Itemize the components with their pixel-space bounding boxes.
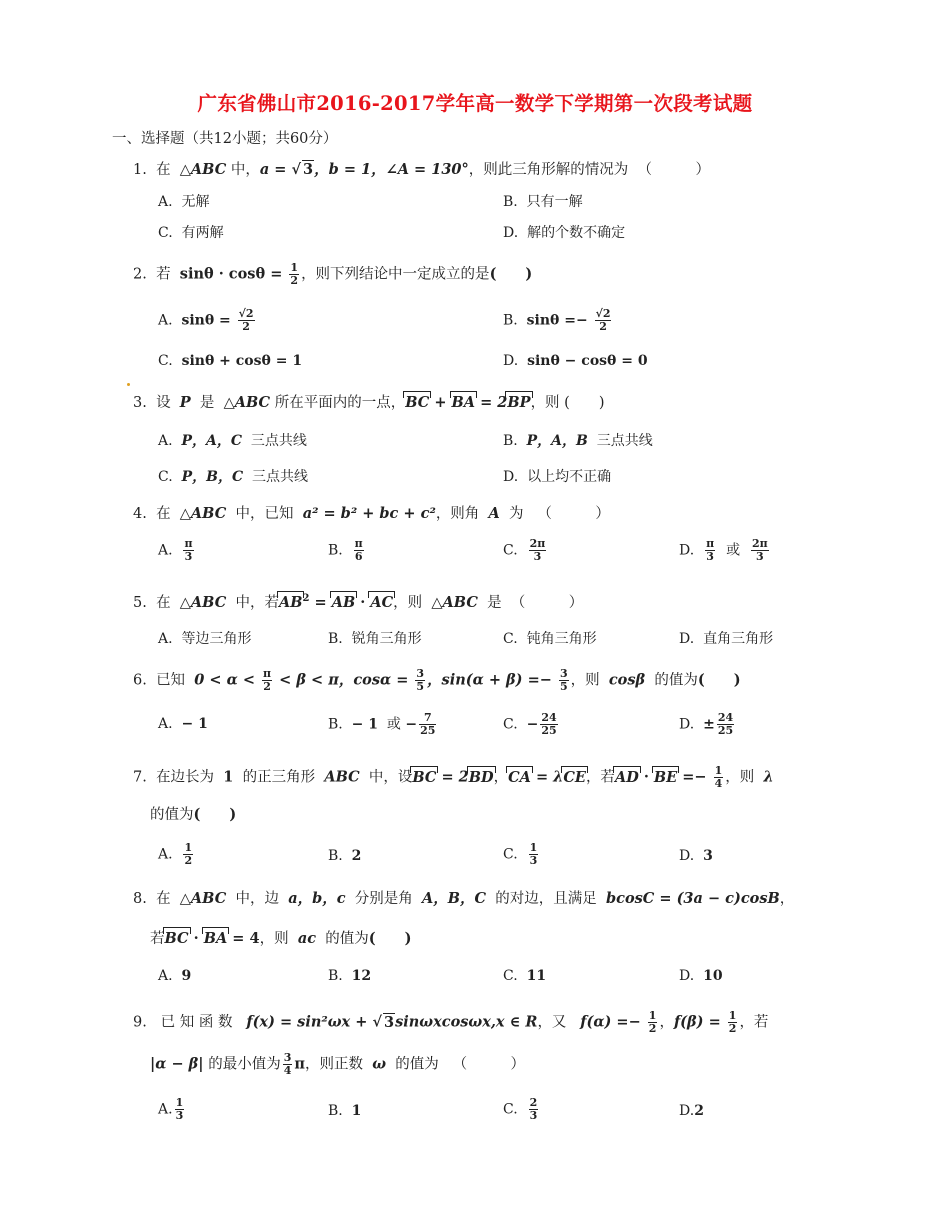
q9-option-c[interactable]: C. $\frac{2}{3}$	[503, 1096, 538, 1123]
q8-option-d[interactable]: D. 10	[679, 968, 723, 984]
q4-option-b[interactable]: B. $\frac{\pi}{6}$	[328, 537, 363, 564]
q8-option-b[interactable]: B. 12	[328, 968, 372, 984]
question-4: 4. 在 △ABC 中，已知 a² = b² + bc + c²，则角 A 为 （ ）	[133, 505, 610, 522]
q2-option-c[interactable]: C. sinθ + cosθ = 1	[158, 353, 303, 369]
q8-option-c[interactable]: C. 11	[503, 968, 547, 984]
q6-option-c[interactable]: C. − $\frac{24}{25}$	[503, 711, 557, 738]
question-6: 6. 已知 0 < α < $\frac{\pi}{2}$ < β < π，cosα = $\frac{3}{5}$ ，sin(α + β) =− $\frac{3}{5}$ ，则 cosβ 的值为( )	[133, 667, 741, 694]
q2-option-a[interactable]: A. sinθ = $\frac{√2}{2}$	[158, 307, 254, 334]
q6-option-b[interactable]: B. − 1 或 − $\frac{7}{25}$	[328, 711, 436, 738]
q2-option-d[interactable]: D. sinθ − cosθ = 0	[503, 353, 648, 369]
q9-option-b[interactable]: B. 1	[328, 1103, 362, 1119]
question-3: 3. 设 P 是 △ABC 所在平面内的一点，BC + BA = 2BP ，则 ( )	[133, 394, 605, 412]
q8-option-a[interactable]: A. 9	[158, 968, 192, 984]
q3-option-c[interactable]: C. P，B，C 三点共线	[158, 469, 308, 485]
q4-option-a[interactable]: A. $\frac{\pi}{3}$	[158, 537, 193, 564]
q6-option-d[interactable]: D. ± $\frac{24}{25}$	[679, 711, 734, 738]
q7-option-c[interactable]: C. $\frac{1}{3}$	[503, 841, 538, 868]
q7-option-a[interactable]: A. $\frac{1}{2}$	[158, 841, 193, 868]
q5-option-a[interactable]: A. 等边三角形	[158, 631, 252, 647]
q3-option-a[interactable]: A. P，A，C 三点共线	[158, 433, 307, 449]
q9-option-d[interactable]: D.2	[679, 1103, 704, 1119]
q2-option-b[interactable]: B. sinθ =− $\frac{√2}{2}$	[503, 307, 611, 334]
q5-option-b[interactable]: B. 锐角三角形	[328, 631, 422, 647]
question-7: 7. 在边长为 1 的正三角形 ABC 中，设BC = 2BD ，CA = λCE ，若AD · BE =− $\frac{1}{4}$ ，则 λ	[133, 764, 774, 791]
question-2: 2. 若 sinθ · cosθ = $\frac{1}{2}$ ，则下列结论中一定成立的是( )	[133, 261, 533, 288]
q5-option-d[interactable]: D. 直角三角形	[679, 631, 774, 647]
q4-option-d[interactable]: D. $\frac{\pi}{3}$ 或 $\frac{2\pi}{3}$	[679, 537, 768, 564]
q4-option-c[interactable]: C. $\frac{2\pi}{3}$	[503, 537, 546, 564]
q9-option-a[interactable]: A. $\frac{1}{3}$	[158, 1096, 184, 1123]
section-heading: 一、选择题（共12小题；共60分）	[112, 131, 338, 147]
question-8: 8. 在 △ABC 中，边 a，b，c 分别是角 A，B，C 的对边，且满足 bcosC = (3a − c)cosB，	[133, 890, 795, 907]
q3-option-b[interactable]: B. P，A，B 三点共线	[503, 433, 653, 449]
question-8-line2: 若BC · BA = 4，则 ac 的值为( )	[150, 930, 412, 948]
page-title: 广东省佛山市2016-2017学年高一数学下学期第一次段考试题	[197, 92, 753, 115]
question-7-line2: 的值为( )	[150, 806, 237, 823]
q7-option-b[interactable]: B. 2	[328, 848, 362, 864]
question-5: 5. 在 △ABC 中，若AB $^2$ = AB · AC ，则 △ABC 是 （ ）	[133, 593, 583, 612]
q1-option-a[interactable]: A. 无解	[158, 194, 210, 210]
q3-option-d[interactable]: D. 以上均不正确	[503, 469, 612, 485]
question-9-line2: |α − β| 的最小值为 $\frac{3}{4}$ π，则正数 ω 的值为 （ ）	[150, 1051, 526, 1078]
q7-option-d[interactable]: D. 3	[679, 848, 713, 864]
q1-option-c[interactable]: C. 有两解	[158, 225, 224, 241]
q6-option-a[interactable]: A. − 1	[158, 716, 208, 732]
q5-option-c[interactable]: C. 钝角三角形	[503, 631, 597, 647]
question-1: 1. 在 △ABC 中，a = √ 3，b = 1，∠A = 130°，则此三角形解的情况为 （ ）	[133, 161, 710, 178]
q1-option-b[interactable]: B. 只有一解	[503, 194, 583, 210]
stray-mark	[127, 383, 130, 386]
question-9: 9. 已 知 函 数 f(x) = sin²ωx + √ 3sinωxcosωx,x ∈ R，又 f(α) =− $\frac{1}{2}$ ，f(β) = $\frac{1}{2}$ ，若	[133, 1009, 769, 1036]
q1-option-d[interactable]: D. 解的个数不确定	[503, 225, 626, 241]
